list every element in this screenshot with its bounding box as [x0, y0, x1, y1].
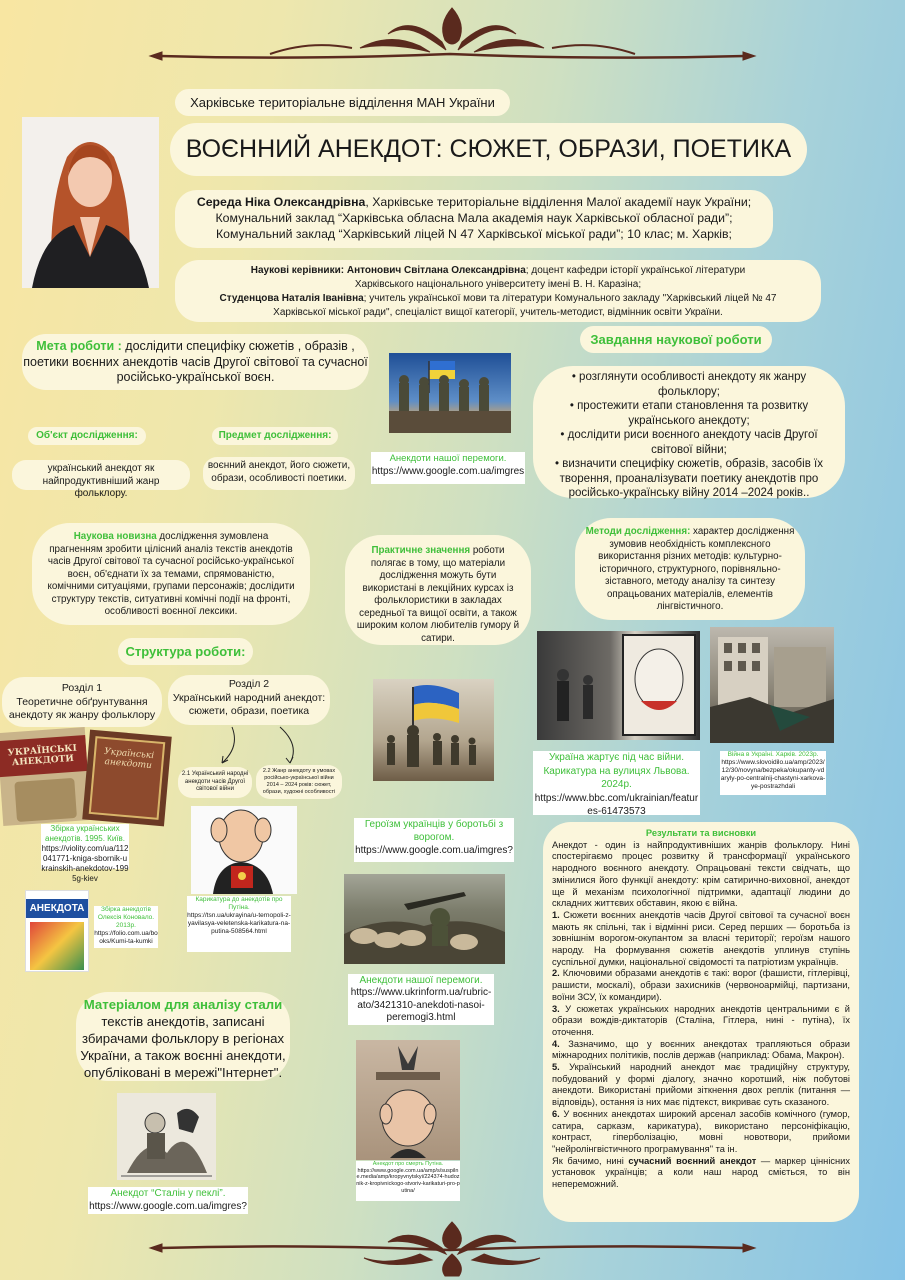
practical-text: роботи полягає в тому, що матеріали дослідження можуть бути використані в лекційних курсах із фольклористики в закладах середньої та вищої освіти, а також широким колом любителів гумору й сатири. — [356, 545, 520, 644]
tasks-label: Завдання наукової роботи — [590, 332, 762, 347]
book2-caption — [94, 906, 158, 948]
supervisor-1-univ: Харківського національного університету імені В. Н. Каразіна; — [354, 279, 642, 290]
methods-label: Методи дослідження: — [585, 526, 691, 537]
section-1-box — [2, 677, 162, 727]
goal-box — [22, 334, 369, 390]
putin-cartoon-url[interactable]: https://tsn.ua/ukrayina/u-ternopoli-z-yavilasya-veletenska-karikatura-na-putina-508564.html — [187, 912, 291, 935]
supervisor-1-role: ; доцент кафедри історії української літератури — [525, 265, 746, 276]
putin-cartoon-image — [191, 806, 297, 894]
victory-caption — [348, 974, 494, 1025]
result-text-6: У воєнних анекдотах широкий арсенал засобів комічного (гумор, сатира, сарказм, карикатура), використано персоніфікацію, контраст, гіперболізацію, мовні новотвори, прийоми "нейролінгвістичного програмування" та ін. — [552, 1108, 850, 1154]
result-number-4: 4. — [552, 1038, 560, 1049]
author-affil-3: Комунальний заклад “Харківський ліцей N 47 Харківської міської ради”; 10 клас; м. Харків; — [216, 227, 732, 241]
novelty-text: дослідження зумовлена прагненням зробити цілісний аналіз текстів анекдотів часів Другої світової та сучасної російсько-української воєн, об'єднати їх за темами, спрямованістю, комічними ситуаціями, групами персонажів; дослідити структуру текстів, ситуативні комічні події на фронті, особливості воєнної лексики. — [47, 531, 295, 617]
lviv-street-photo — [537, 631, 700, 740]
result-number-2: 2. — [552, 968, 560, 979]
subsection-2-1-text: 2.1 Український народні анекдоти часів Другої світової війни — [181, 771, 249, 792]
book-1-title: УКРАЇНСЬКІ АНЕКДОТИ — [0, 735, 88, 777]
result-text-3: У сюжетах українських народних анекдотів центральними є й образи вождів-диктаторів (Сталіна, Гітлера, нині - путіна), їх оточення. — [552, 1003, 850, 1037]
stalin-caption — [88, 1187, 248, 1214]
kharkiv-caption — [720, 751, 826, 795]
book-2-title: Українські анекдоти — [89, 736, 166, 820]
trench-photo — [344, 874, 505, 964]
soldiers-flag-photo — [389, 353, 511, 433]
goal-label: Мета роботи : — [36, 339, 122, 353]
victory-url[interactable]: https://www.ukrinform.ua/rubric-ato/3421310-anekdoti-nasoi-peremogi3.html — [350, 987, 492, 1023]
structure-arrows — [210, 725, 310, 767]
putin-cartoon-caption-text: Карикатура до анекдотів про Путіна. — [195, 896, 283, 911]
book1-caption — [41, 824, 129, 883]
supervisor-1-name: Наукові керівники: Антонович Світлана Олександрівна — [250, 265, 526, 276]
task-item-2: • простежити етапи становлення та розвитку українського анекдоту; — [569, 400, 809, 427]
bottom-ornament — [120, 1218, 785, 1278]
title-banner — [170, 123, 807, 176]
subject-label-box — [212, 427, 338, 445]
results-label: Результати та висновки — [645, 828, 757, 838]
author-box — [175, 190, 773, 248]
author-portrait — [22, 117, 159, 288]
heroism-caption-text: Героїзм українців у боротьбі з ворогом. — [364, 819, 504, 843]
subsection-2-1-box — [178, 767, 252, 798]
result-text-2: Ключовими образами анекдотів є такі: ворог (фашисти, гітлерівці, рашисти, москалі), образи захисників (червоноармійці, партизани, воїни ЗСУ, їх командири). — [552, 968, 850, 1002]
putin-death-caption — [356, 1161, 460, 1201]
methods-box — [575, 518, 805, 620]
photo1-url[interactable]: https://www.google.com.ua/imgres — [371, 466, 525, 477]
heroism-url[interactable]: https://www.google.com.ua/imgres? — [355, 845, 513, 856]
result-text-5: Український народний анекдот має традиційну структуру, побудований у формі діалогу, значно коротший, ніж побутові анекдоти. Використані прийоми зіткнення двох реплік (питання — відповідь), остання із них має підтекст, викриває суть сказаного. — [552, 1062, 850, 1108]
object-label: Об'єкт дослідження: — [36, 430, 138, 441]
top-ornament — [120, 2, 785, 62]
supervisor-2-role-2: Харківської міської ради", спеціаліст вищої категорії, учитель-методист, відмінник освіти України. — [273, 307, 723, 318]
stalin-caption-text: Анекдот “Сталін у пеклі”. — [110, 1188, 226, 1199]
result-item-4 — [552, 1039, 850, 1062]
kharkiv-destroyed-building-photo — [710, 627, 834, 743]
book2-url[interactable]: https://folio.com.ua/books/Kumi-ta-kumki — [94, 930, 158, 945]
org-name: Харківське територіальне відділення МАН України — [190, 95, 495, 110]
supervisor-2-role: ; учитель української мови та літератури Комунального закладу "Харківський ліцей № 47 — [363, 293, 777, 304]
result-text-4: Зазначимо, що у воєнних анекдотах трапляються образи міжнародних політиків, послів держав (наприклад: Обама, Макрон). — [552, 1038, 850, 1061]
book-cover-1 — [0, 727, 91, 826]
section-1-text: Теоретичне обґрунтування анекдоту як жанру фольклору — [8, 695, 156, 721]
material-box — [76, 992, 290, 1081]
kharkiv-url[interactable]: https://www.slovoidilo.ua/amp/2023/12/30/novyna/bezpeka/okupanty-vdaryly-po-centralnij-chastyni-xarkova-ye-postrazhdali — [720, 759, 826, 790]
book-cover-2 — [82, 730, 172, 827]
novelty-box — [32, 523, 310, 625]
result-number-5: 5. — [552, 1062, 560, 1073]
goal-text-3: російсько-української воєн. — [116, 370, 275, 384]
object-box — [12, 460, 190, 499]
photo1-caption — [371, 452, 525, 484]
result-item-2 — [552, 968, 850, 1003]
results-conclusion — [552, 1156, 850, 1191]
novelty-label: Наукова новизна — [73, 531, 157, 542]
stalin-url[interactable]: https://www.google.com.ua/imgres? — [89, 1201, 247, 1212]
material-text: текстів анекдотів, записані збирачами фольклору в регіонах України, а також воєнні анекдоти, опубліковані в мережі"Інтернет". — [80, 1014, 286, 1080]
subsection-2-2-box — [256, 765, 342, 799]
subject-text: воєнний анекдот, його сюжети, образи, особливості поетики. — [207, 460, 351, 484]
lviv-url[interactable]: https://www.bbc.com/ukrainian/features-61473573 — [534, 792, 699, 817]
book-cover-3 — [25, 890, 89, 972]
heroism-caption — [354, 818, 514, 862]
book-3-title: АНЕКДОТА — [26, 899, 88, 918]
task-item-4: • визначити специфіку сюжетів, образів, засобів їх творення, проаналізувати поетику анекдотів про російсько-українську війну 2014 –2024 років.. — [555, 458, 823, 499]
practical-label: Практичне значення — [371, 545, 471, 556]
putin-death-cartoon-image — [356, 1040, 460, 1160]
task-item-3: • дослідити риси воєнного анекдоту часів Другої світової війни; — [560, 429, 818, 456]
practical-box — [345, 535, 531, 645]
section-2-text: Український народний анекдот: сюжети, образи, поетика — [172, 691, 326, 717]
result-item-6 — [552, 1109, 850, 1156]
photo1-caption-text: Анекдоти нашої перемоги. — [389, 453, 507, 464]
section-2-title: Розділ 2 — [228, 678, 270, 690]
stalin-cartoon-image — [117, 1093, 216, 1180]
kharkiv-caption-text: Війна в Україні. Харків. 2023р. — [727, 751, 819, 758]
results-box — [543, 822, 859, 1222]
result-item-5 — [552, 1062, 850, 1109]
lviv-caption — [533, 751, 700, 815]
methods-text: характер дослідження зумовив необхідність комплексного використання різних методів: культурно-історичного, структурного, порівняльно-зіставного, методу аналізу та синтезу опрацьованих матеріалів, елементів лінгвістичного. — [598, 526, 795, 612]
result-number-3: 3. — [552, 1003, 560, 1014]
conclusion-c: — маркер ціннісних установок українців; а коли наш народ сміється, то він непереможний. — [552, 1155, 851, 1190]
material-label: Матеріалом для аналізу стали — [83, 997, 283, 1012]
result-number-6: 6. — [552, 1108, 560, 1119]
task-item-1: • розглянути особливості анекдоту як жанру фольклору; — [571, 371, 807, 398]
subject-label: Предмет дослідження: — [218, 430, 332, 441]
author-affil-1: , Харківське територіальне відділення Малої академії наук України; — [365, 195, 752, 209]
victory-caption-text: Анекдоти нашої перемоги. — [359, 975, 483, 986]
structure-label: Структура роботи: — [125, 644, 246, 659]
result-number-1: 1. — [552, 909, 560, 920]
tasks-box — [533, 366, 845, 498]
subject-box — [203, 457, 355, 490]
object-label-box — [28, 427, 146, 445]
section-2-box — [168, 675, 330, 725]
result-item-3 — [552, 1004, 850, 1039]
supervisors-box — [175, 260, 821, 322]
lviv-caption-text: Україна жартує під час війни. Карикатура на вулицях Львова. 2024р. — [543, 752, 690, 790]
result-text-1: Сюжети воєнних анекдотів часів Другої світової та сучасної воєн мають як спільні, так і відмінні риси. Серед перших — боротьба із зовнішнім ворогом-окупантом за власні території; героїзм нашого народу. На формування сюжетів анекдотів уплинув ступінь суспільної думки, національної свідомості та патріотизм українців. — [552, 909, 850, 967]
result-item-1 — [552, 910, 850, 969]
putin-death-url[interactable]: https://www.google.com.ua/amp/s/suspilne.media/amp/kropyvnytskyi/224374-hudoznik-z-kropivnickogo-stvoriv-karikaturi-pro-putina/ — [356, 1167, 460, 1194]
org-banner — [175, 89, 510, 116]
section-1-title: Розділ 1 — [61, 682, 103, 694]
goal-text-2: поетики воєнних анекдотів часів Другої світової та сучасної — [23, 354, 368, 369]
conclusion-b: сучасний воєнний анекдот — [628, 1155, 757, 1166]
author-name: Середа Ніка Олександрівна — [196, 195, 366, 209]
book2-caption-text: Збірка анекдотів Олексія Коновало. 2013р. — [97, 906, 155, 929]
object-text: український анекдот як найпродуктивніший жанр фольклору. — [42, 463, 160, 499]
soldiers-march-image — [373, 679, 494, 781]
page-title: ВОЄННИЙ АНЕКДОТ: СЮЖЕТ, ОБРАЗИ, ПОЕТИКА — [185, 135, 792, 163]
author-affil-2: Комунальний заклад “Харківська обласна Мала академія наук Харківської обласної ради”; — [215, 211, 733, 225]
subsection-2-2-text: 2.2 Жанр анекдоту в умовах російсько-української війни 2014 – 2024 років: сюжет, образи, художні особливості — [262, 768, 336, 795]
putin-cartoon-caption — [187, 896, 291, 952]
book1-url[interactable]: https://violity.com/ua/112041771-kniga-sbornik-ukrainskih-anekdotov-1995g-kiev — [41, 844, 129, 883]
supervisor-2-name: Студенцова Наталія Іванівна — [219, 293, 364, 304]
goal-text: дослідити специфіку сюжетів , образів , — [121, 339, 355, 353]
results-intro: Анекдот - один із найпродуктивніших жанрів фольклору. Нині спостерігаємо процес розвитку й трансформації українського народного воєнного анекдоту. Опрацьовані тексти свідчать, що змінилися його функції анекдоту: крім сатирично-виховної, анекдот ще й механізм психологічної підтримки, адаптації людини до складних життєвих обставин, якою є війна. — [552, 839, 850, 909]
book1-caption-text: Збірка українських анекдотів. 1995. Київ. — [45, 824, 125, 843]
conclusion-a: Як бачимо, нині — [552, 1155, 629, 1166]
putin-death-caption-text: Анекдот про смерть Путіна. — [372, 1161, 444, 1167]
tasks-label-box — [580, 326, 772, 353]
structure-label-box — [118, 638, 253, 665]
